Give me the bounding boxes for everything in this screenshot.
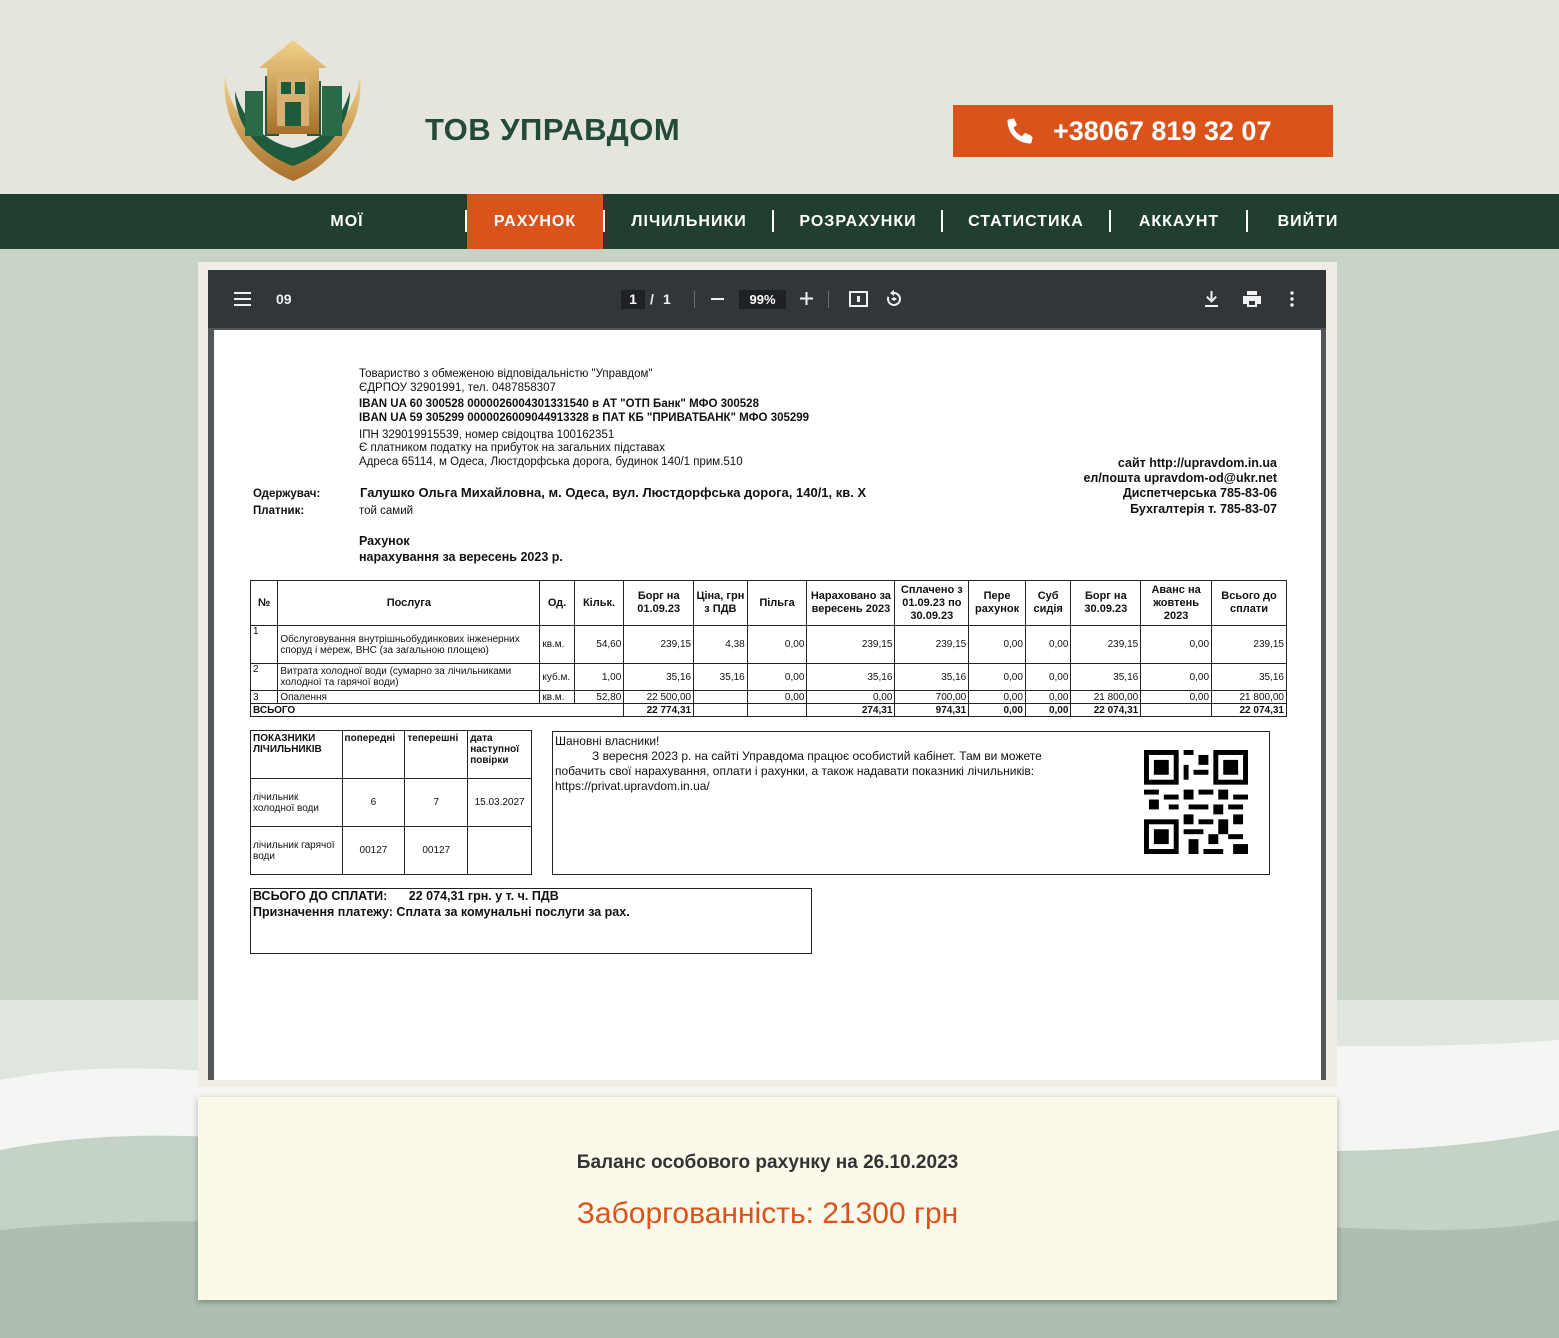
main-nav [0, 194, 1559, 249]
cell: 0,00 [747, 626, 807, 664]
col-header: Борг на 01.09.23 [624, 581, 694, 626]
cell: 54,60 [574, 626, 624, 664]
cell: 0,00 [969, 704, 1026, 717]
col-header: ПОКАЗНИКИ ЛІЧИЛЬНИКІВ [251, 731, 343, 779]
cell: 0,00 [969, 626, 1026, 664]
notice-link[interactable]: https://privat.upravdom.in.ua/ [555, 779, 710, 793]
cell: 35,16 [1212, 664, 1287, 691]
cell: лічильник холодної води [251, 779, 343, 827]
cell: 0,00 [1025, 691, 1071, 704]
cell: 7 [405, 779, 468, 827]
cell: 35,16 [807, 664, 895, 691]
cell: лічильник гарячої води [251, 827, 343, 875]
file-name: 09 [276, 291, 292, 307]
nav-separator [1246, 210, 1248, 232]
nav-separator [1109, 210, 1111, 232]
cell: 00127 [405, 827, 468, 875]
cell: 0,00 [1025, 664, 1071, 691]
phone-button[interactable] [953, 105, 1333, 157]
cell: 0,00 [1141, 664, 1212, 691]
toolbar-divider [828, 291, 829, 308]
total-pages: 1 [663, 291, 671, 307]
cell: 274,31 [807, 704, 895, 717]
cell: ВСЬОГО [251, 704, 624, 717]
contact-accounting: Бухгалтерія т. 785-83-07 [1130, 502, 1277, 516]
print-icon[interactable] [1243, 291, 1261, 307]
cell: 0,00 [969, 691, 1026, 704]
cell: 239,15 [624, 626, 694, 664]
cell: Обслуговування внутрішньобудинкових інженерних споруд і мереж, ВНС (за загальною площею) [278, 626, 540, 664]
nav-my-properties[interactable]: МОЇ [330, 213, 364, 230]
nav-separator [941, 210, 943, 232]
page-separator: / [650, 291, 654, 307]
nav-logout[interactable]: ВИЙТИ [1277, 213, 1339, 230]
cell: 239,15 [1071, 626, 1141, 664]
company-code: ЄДРПОУ 32901991, тел. 0487858307 [359, 382, 556, 394]
table-row [251, 664, 1287, 691]
total-due-box [250, 888, 812, 954]
invoice-table [250, 580, 1287, 717]
cell: Опалення [278, 691, 540, 704]
pdf-toolbar [208, 270, 1326, 328]
cell: 0,00 [1141, 626, 1212, 664]
cell: 0,00 [747, 691, 807, 704]
balance-title: Баланс особового рахунку на 26.10.2023 [576, 1152, 959, 1173]
page-input[interactable]: 1 [621, 290, 645, 309]
nav-separator [603, 210, 605, 232]
fit-page-icon[interactable] [849, 291, 868, 307]
payer-label: Платник: [253, 505, 305, 517]
cell: 3 [251, 691, 278, 704]
col-header: Пільга [747, 581, 807, 626]
cell: 35,16 [624, 664, 694, 691]
company-iban-2: IBAN UA 59 305299 0000026009044913328 в ПАТ КБ "ПРИВАТБАНК" МФО 305299 [359, 412, 810, 424]
payment-purpose: Призначення платежу: Сплата за комунальні послуги за рах. [253, 905, 630, 919]
col-header: Аванс на жовтень 2023 [1141, 581, 1212, 626]
qr-code-icon [1144, 750, 1248, 854]
contact-site: сайт http://upravdom.in.ua [1117, 456, 1277, 470]
cell: 15.03.2027 [468, 779, 532, 827]
cell: 21 800,00 [1212, 691, 1287, 704]
recipient-value: Галушко Ольга Михайловна, м. Одеса, вул. Люстдорфська дорога, 140/1, кв. X [360, 485, 867, 500]
company-name: Товариство з обмеженою відповідальністю "Управдом" [359, 368, 653, 380]
phone-number: +38067 819 32 07 [1053, 115, 1272, 146]
pdf-page [214, 330, 1321, 1080]
col-header: Сплачено з 01.09.23 по 30.09.23 [895, 581, 969, 626]
cell: кв.м. [540, 626, 574, 664]
zoom-input[interactable]: 99% [739, 290, 786, 309]
table-row [251, 827, 532, 875]
cell [694, 691, 748, 704]
cell: 22 074,31 [1071, 704, 1141, 717]
cell: 700,00 [895, 691, 969, 704]
phone-icon [1005, 116, 1035, 146]
cell: куб.м. [540, 664, 574, 691]
cell: 1 [251, 626, 278, 664]
cell: 6 [342, 779, 405, 827]
cell: 35,16 [1071, 664, 1141, 691]
total-due-value: 22 074,31 грн. у т. ч. ПДВ [408, 889, 559, 903]
meters-table [250, 730, 532, 875]
menu-icon[interactable] [234, 292, 251, 306]
col-header: дата наступної повірки [468, 731, 532, 779]
company-address: Адреса 65114, м Одеса, Люстдорфська дорога, будинок 140/1 прим.510 [359, 456, 743, 468]
cell: 0,00 [747, 664, 807, 691]
cell: 22 500,00 [624, 691, 694, 704]
cell: 0,00 [1025, 704, 1071, 717]
col-header: Борг на 30.09.23 [1071, 581, 1141, 626]
nav-invoice[interactable]: РАХУНОК [467, 194, 603, 249]
cell: 1,00 [574, 664, 624, 691]
cell: 4,38 [694, 626, 748, 664]
company-tax-status: Є платником податку на прибуток на загальних підставах [359, 442, 665, 454]
recipient-label: Одержувач: [253, 488, 321, 500]
rotate-icon[interactable] [885, 290, 903, 308]
cell: 21 800,00 [1071, 691, 1141, 704]
cell: 22 774,31 [624, 704, 694, 717]
col-header: попередні [342, 731, 405, 779]
balance-card [198, 1097, 1337, 1300]
cell [694, 704, 748, 717]
cell: Витрата холодної води (сумарно за лічильниками холодної та гарячої води) [278, 664, 540, 691]
site-header [0, 0, 1559, 194]
brand-name: ТОВ УПРАВДОМ [425, 112, 681, 147]
contact-email: ел/пошта upravdom-od@ukr.net [1083, 471, 1277, 485]
cell: 52,80 [574, 691, 624, 704]
owners-notice [552, 731, 1270, 875]
cell: 239,15 [1212, 626, 1287, 664]
col-header: теперешні [405, 731, 468, 779]
cell [1141, 704, 1212, 717]
balance-debt: Заборгованність: 21300 грн [576, 1197, 959, 1230]
cell [468, 827, 532, 875]
total-due-label: ВСЬОГО ДО СПЛАТИ: [253, 889, 388, 903]
company-iban-1: IBAN UA 60 300528 0000026004301331540 в АТ "ОТП Банк" МФО 300528 [359, 398, 759, 410]
more-options-icon[interactable] [1290, 291, 1294, 307]
col-header: Од. [540, 581, 574, 626]
company-tax-id: ІПН 329019915539, номер свідоцтва 100162351 [359, 429, 615, 441]
table-row [251, 779, 532, 827]
nav-statistics[interactable]: СТАТИСТИКА [968, 213, 1084, 230]
notice-line: побачить свої нарахування, оплати і рахунки, а також надавати показникі лічильників: [555, 764, 1035, 778]
invoice-title: Рахунок [359, 534, 410, 548]
cell: кв.м. [540, 691, 574, 704]
nav-meters[interactable]: ЛІЧИЛЬНИКИ [631, 213, 747, 230]
col-header: Пере рахунок [969, 581, 1026, 626]
nav-separator [772, 210, 774, 232]
download-icon[interactable] [1205, 291, 1218, 307]
cell: 239,15 [807, 626, 895, 664]
cell: 22 074,31 [1212, 704, 1287, 717]
col-header: Ціна, грн з ПДВ [694, 581, 748, 626]
zoom-out-icon[interactable] [711, 298, 724, 300]
table-row [251, 691, 1287, 704]
cell: 35,16 [694, 664, 748, 691]
house-logo-icon[interactable] [215, 36, 370, 184]
table-row [251, 626, 1287, 664]
cell: 0,00 [969, 664, 1026, 691]
total-row [251, 704, 1287, 717]
col-header: Всього до сплати [1212, 581, 1287, 626]
payer-value: той самий [359, 505, 414, 517]
col-header: Нараховано за вересень 2023 [807, 581, 895, 626]
col-header: Послуга [278, 581, 540, 626]
col-header: Суб сидія [1025, 581, 1071, 626]
notice-line: З вересня 2023 р. на сайті Управдома працює особистий кабінет. Там ви можете [592, 749, 1042, 763]
meters-header-row [251, 731, 532, 779]
cell: 00127 [342, 827, 405, 875]
toolbar-divider [694, 291, 695, 308]
nav-payments[interactable]: РОЗРАХУНКИ [799, 213, 917, 230]
contact-dispatch: Диспетчерська 785-83-06 [1122, 486, 1277, 500]
cell: 0,00 [807, 691, 895, 704]
zoom-in-icon[interactable] [800, 292, 813, 305]
cell: 974,31 [895, 704, 969, 717]
cell: 0,00 [1141, 691, 1212, 704]
col-header: Кільк. [574, 581, 624, 626]
invoice-header-row [251, 581, 1287, 626]
nav-account[interactable]: АККАУНТ [1138, 213, 1220, 230]
cell: 2 [251, 664, 278, 691]
cell: 239,15 [895, 626, 969, 664]
notice-line: Шановні власники! [555, 734, 660, 748]
cell: 35,16 [895, 664, 969, 691]
pdf-viewer [208, 270, 1326, 1080]
cell: 0,00 [1025, 626, 1071, 664]
col-header: № [251, 581, 278, 626]
invoice-subtitle: нарахування за вересень 2023 р. [359, 550, 563, 564]
cell [747, 704, 807, 717]
